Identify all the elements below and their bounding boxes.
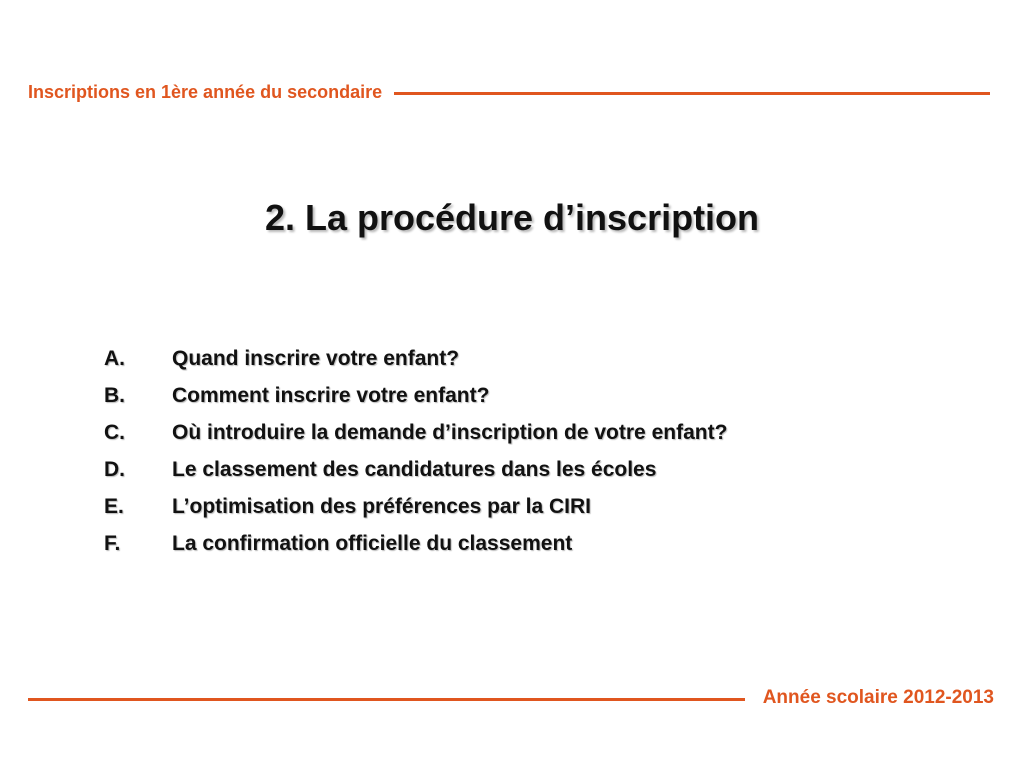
header-title: Inscriptions en 1ère année du secondaire bbox=[28, 81, 383, 102]
agenda-item-b bbox=[104, 377, 727, 414]
slide-footer bbox=[28, 684, 994, 712]
header-divider bbox=[394, 92, 990, 95]
footer-divider bbox=[28, 698, 745, 701]
agenda-letter: B. bbox=[104, 383, 125, 407]
agenda-letter: E. bbox=[104, 494, 124, 518]
agenda-item-d bbox=[104, 451, 727, 488]
footer-label: Année scolaire 2012-2013 bbox=[762, 687, 994, 708]
agenda-item-e bbox=[104, 488, 727, 525]
slide-header bbox=[28, 79, 990, 105]
agenda-text: Quand inscrire votre enfant? bbox=[172, 346, 460, 370]
agenda-letter: A. bbox=[104, 346, 125, 370]
agenda-item-c bbox=[104, 414, 727, 451]
agenda-list bbox=[104, 340, 727, 562]
agenda-text: Comment inscrire votre enfant? bbox=[172, 383, 490, 407]
agenda-item-f bbox=[104, 525, 727, 562]
agenda-text: Le classement des candidatures dans les écoles bbox=[172, 457, 657, 481]
agenda-text: Où introduire la demande d’inscription de votre enfant? bbox=[172, 420, 728, 444]
agenda-letter: D. bbox=[104, 457, 125, 481]
slide-title: 2. La procédure d’inscription bbox=[264, 197, 760, 238]
agenda-letter: F. bbox=[104, 531, 121, 555]
agenda-item-a bbox=[104, 340, 727, 377]
agenda-text: La confirmation officielle du classement bbox=[172, 531, 573, 555]
agenda-text: L’optimisation des préférences par la CIRI bbox=[172, 494, 591, 518]
agenda-letter: C. bbox=[104, 420, 125, 444]
